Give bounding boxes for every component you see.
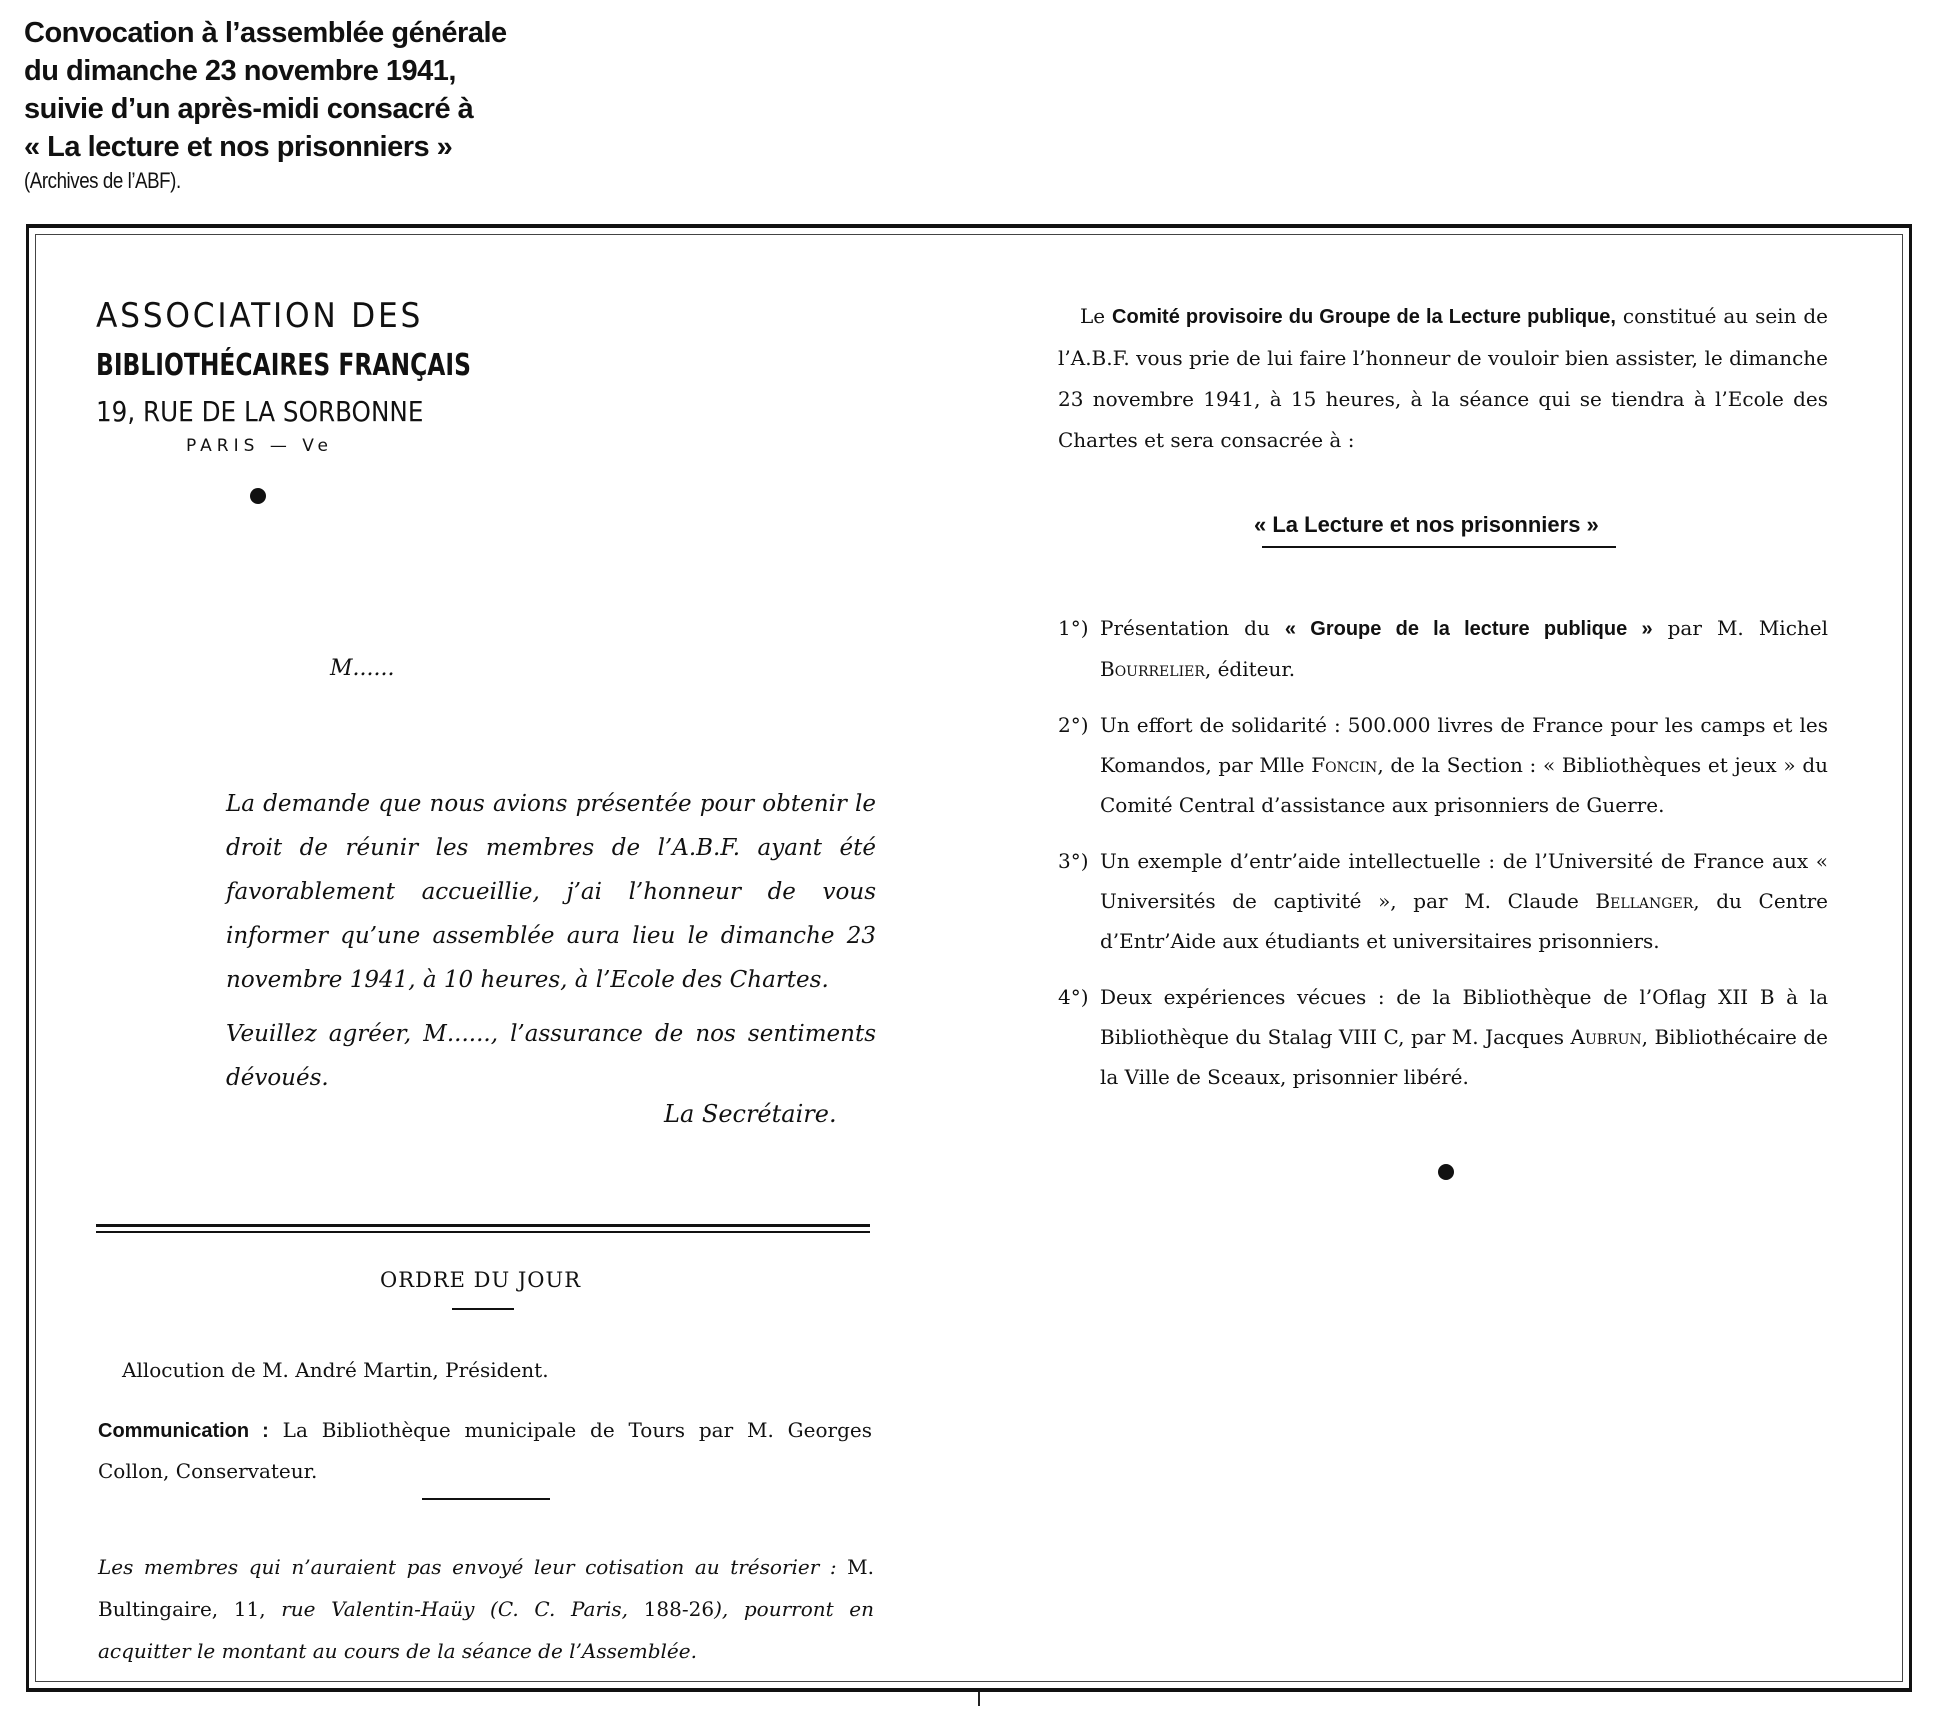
intro-text: constitué au sein de l’A.B.F. vous prie de lui faire l’honneur de vouloir bien assister, le dimanche 23 novembre 1941, à 15 heures, à la séance qui se tiendra à l’Ecole des Chartes et sera consacrée à : xyxy=(1058,304,1828,452)
letterhead-line: ASSOCIATION DES xyxy=(96,296,424,336)
figure-caption xyxy=(24,14,507,196)
caption-line: « La lecture et nos prisonniers » xyxy=(24,131,453,163)
members-note xyxy=(98,1546,874,1672)
letterhead-line: BIBLIOTHÉCAIRES FRANÇAIS xyxy=(96,348,471,383)
program-item xyxy=(1058,608,1828,689)
communication-text: La Bibliothèque municipale de Tours par M. Georges Collon, Conservateur. xyxy=(98,1418,872,1483)
treasurer-name: M. Bultingaire, 11, xyxy=(98,1555,874,1621)
item-text: Deux expériences vécues : de la Bibliothèque de l’Oflag XII B à la Bibliothèque du Stalag VIII C, par M. Jacques Aubrun, Bibliothécaire de la Ville de Sceaux, prisonnier libéré. xyxy=(1100,985,1828,1089)
caption-source: (Archives de l’ABF). xyxy=(24,168,181,193)
bullet-ornament xyxy=(250,488,266,504)
communication-label: Communication : xyxy=(98,1420,269,1442)
divider xyxy=(452,1308,514,1310)
subject-underline xyxy=(1262,546,1616,548)
item-text: Présentation du « Groupe de la lecture publique » par M. Michel Bourrelier, éditeur. xyxy=(1100,616,1829,681)
item-number: 3°) xyxy=(1058,849,1089,873)
members-text: rue Valentin-Haüy (C. C. Paris, xyxy=(281,1597,644,1621)
agenda-title: ORDRE DU JOUR xyxy=(380,1268,582,1292)
program-item xyxy=(1058,841,1828,961)
postal-account: 188-26 xyxy=(643,1597,715,1621)
program-item xyxy=(1058,705,1828,825)
intro-committee: Comité provisoire du Groupe de la Lecture publique, xyxy=(1112,306,1616,328)
letter-body xyxy=(226,782,876,1100)
program-list xyxy=(1058,608,1828,1113)
members-text: Les membres qui n’auraient pas envoyé leur cotisation au trésorier : xyxy=(98,1555,848,1579)
letter-paragraph: Veuillez agréer, M......, l’assurance de nos sentiments dévoués. xyxy=(226,1021,876,1091)
agenda-allocution: Allocution de M. André Martin, Président. xyxy=(122,1358,549,1382)
caption-line: Convocation à l’assemblée générale xyxy=(24,17,507,49)
page-tick-mark xyxy=(978,1692,980,1706)
letterhead xyxy=(96,296,471,456)
item-number: 2°) xyxy=(1058,713,1089,737)
double-rule xyxy=(96,1231,870,1233)
item-number: 1°) xyxy=(1058,616,1089,640)
letter-paragraph: La demande que nous avions présentée pour obtenir le droit de réunir les membres de l’A.B.F. ayant été favorablement accueillie, j’ai l’honneur de vous informer qu’une assemblée aura lieu le dimanche 23 novembre 1941, à 10 heures, à l’Ecole des Chartes. xyxy=(226,791,876,993)
item-text: Un effort de solidarité : 500.000 livres de France pour les camps et les Komandos, par Mlle Foncin, de la Section : « Bibliothèques et jeux » du Comité Central d’assistance aux prisonniers de Guerre. xyxy=(1100,713,1829,817)
divider xyxy=(422,1498,550,1500)
members-text: ), pourront en acquitter le montant au cours de la séance de l’Assemblée. xyxy=(98,1597,874,1663)
letterhead-line: 19, RUE DE LA SORBONNE xyxy=(96,395,424,428)
intro-text: Le xyxy=(1080,304,1113,328)
item-text: Un exemple d’entr’aide intellectuelle : de l’Université de France aux « Universités de captivité », par M. Claude Bellanger, du Centre d’Entr’Aide aux étudiants et universitaires prisonniers. xyxy=(1100,849,1828,953)
letterhead-line: PARIS — Ve xyxy=(186,436,333,456)
program-item xyxy=(1058,977,1828,1097)
caption-line: du dimanche 23 novembre 1941, xyxy=(24,55,456,87)
bullet-ornament xyxy=(1438,1164,1454,1180)
caption-line: suivie d’un après-midi consacré à xyxy=(24,93,474,125)
agenda-communication xyxy=(98,1410,872,1491)
salutation: M...... xyxy=(330,656,395,681)
double-rule xyxy=(96,1224,870,1227)
signature: La Secrétaire. xyxy=(664,1100,837,1128)
item-number: 4°) xyxy=(1058,985,1089,1009)
session-subject: « La Lecture et nos prisonniers » xyxy=(1254,512,1599,537)
invitation-intro xyxy=(1058,296,1828,461)
